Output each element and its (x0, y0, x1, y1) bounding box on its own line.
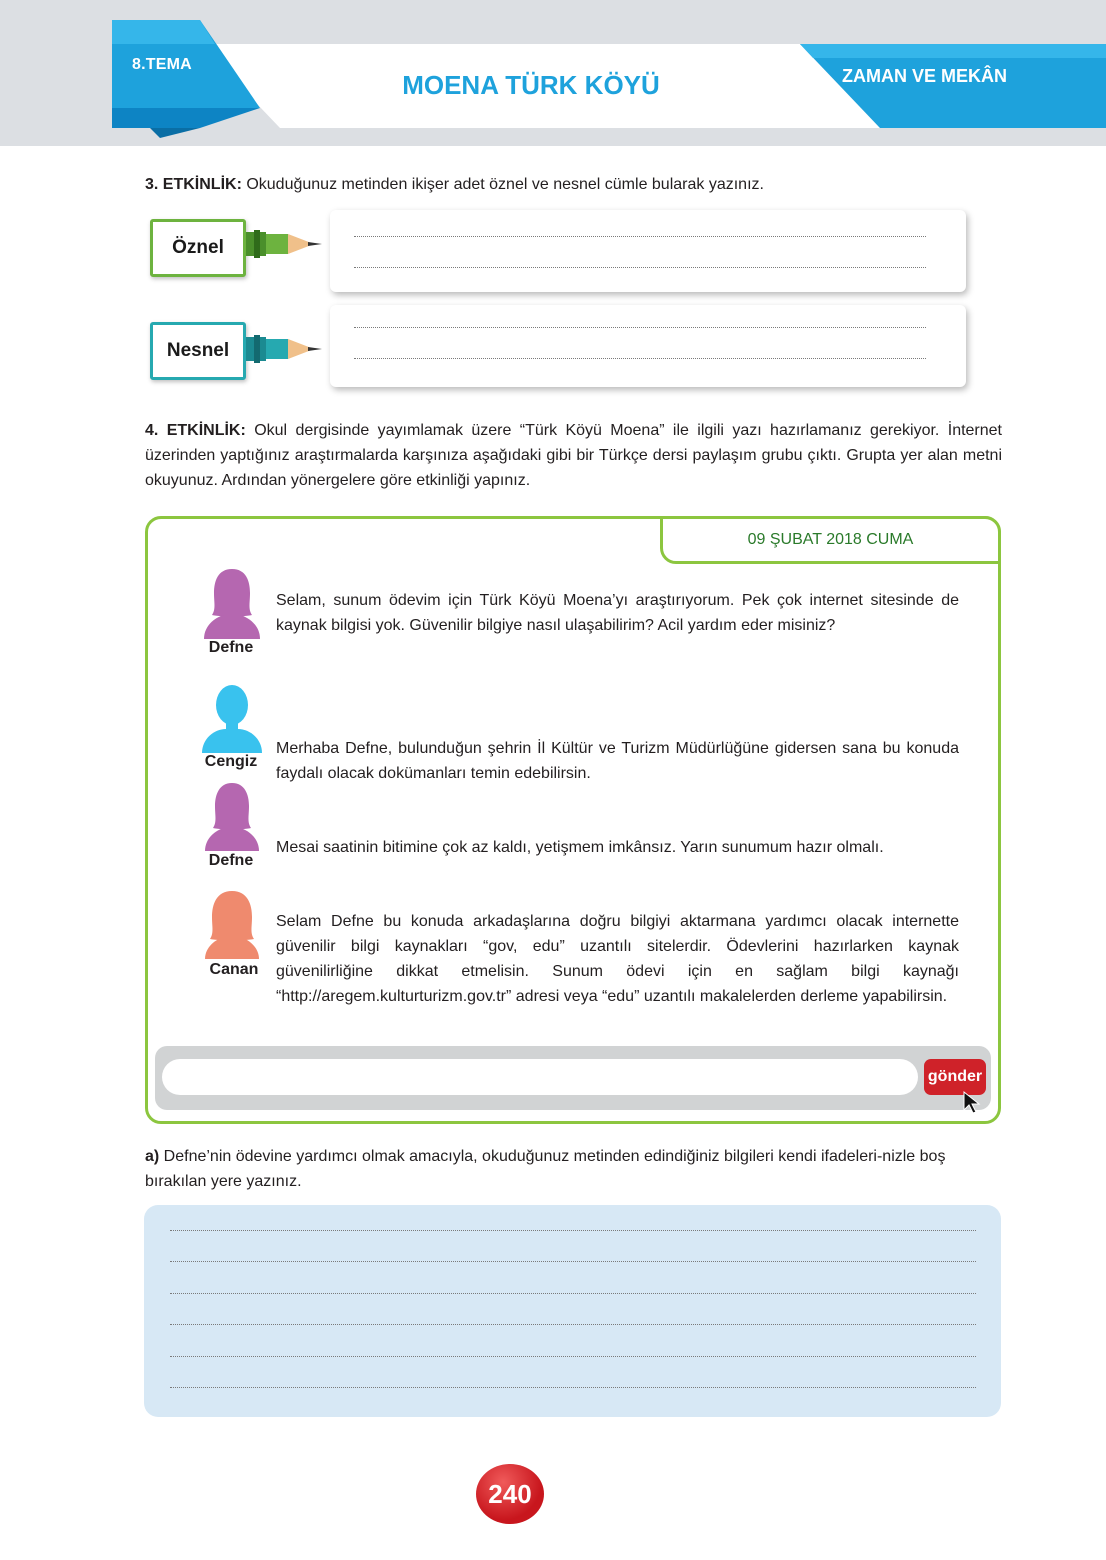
question-a-instruction (145, 1144, 1002, 1194)
answer-line (354, 358, 926, 359)
nesnel-label-box (150, 322, 246, 380)
nesnel-answer-paper[interactable] (330, 305, 966, 387)
send-button-label: gönder (927, 1068, 983, 1085)
author-name: Defne (208, 852, 254, 869)
author-name: Cengiz (204, 753, 258, 770)
pencil-teal-icon (244, 331, 326, 367)
message-input[interactable] (162, 1059, 918, 1095)
theme-ribbon-highlight (112, 20, 215, 44)
chat-date-text: 09 ŞUBAT 2018 CUMA (747, 531, 914, 548)
answer-line (170, 1356, 976, 1357)
answer-line (170, 1324, 976, 1325)
chat-date (660, 516, 1001, 564)
oznel-label: Öznel (172, 237, 224, 258)
page-number-text: 240 (488, 1478, 532, 1509)
activity4-instruction (145, 418, 1002, 493)
activity3-label: 3. ETKİNLİK: (145, 176, 242, 193)
answer-line (354, 327, 926, 328)
activity3-instruction (145, 172, 1005, 197)
activity4-text: Okul dergisinde yayımlamak üzere “Türk Köyü Moena” ile ilgili yazı hazırlamanız gerekiyor. İnternet üzerinden yaptığınız araştırmalarda karşınıza aşağıdaki gibi bir Türkçe dersi paylaşım grubu çıktı. Grupta yer alan metni okuyunuz. Ardından yönergelere göre etkinliği yapınız. (145, 422, 1003, 489)
avatar-defne-icon (200, 567, 264, 639)
theme-ribbon-fold (112, 108, 260, 128)
answer-line (170, 1261, 976, 1262)
chat-message: Selam, sunum ödevim için Türk Köyü Moena’yı araştırıyorum. Pek çok internet sitesinde de kaynak bilgisi yok. Güvenilir bilgiye nasıl ulaşabilirim? Acil yardım eder misiniz? (276, 592, 959, 634)
activity3-text: Okuduğunuz metinden ikişer adet öznel ve nesnel cümle bularak yazınız. (241, 176, 764, 193)
section-label: ZAMAN VE MEKÂN (842, 66, 1007, 86)
chat-message: Selam Defne bu konuda arkadaşlarına doğru bilgiyi aktarmana yardımcı olacak internette güvenilir bilgi kaynakları “gov, edu” uzantılı sitelerdir. Ödevlerini hazırlarken kaynak güvenilirliğine dikkat etmelisin. Sunum ödevi için en sağlam bilgi kaynağı “http://aregem.kulturturizm.gov.tr” adresi veya “edu” uzantılı makalelerden derleme yapabilirsin. (276, 913, 959, 1005)
author-name: Defne (208, 639, 254, 656)
avatar-cengiz-icon (200, 683, 264, 753)
oznel-answer-paper[interactable] (330, 210, 966, 292)
answer-line (354, 236, 926, 237)
question-a-text: Defne’nin ödevine yardımcı olmak amacıyla, okuduğunuz metinden edindiğiniz bilgileri kendi ifadeleri-nizle boş bırakılan yere yazınız. (145, 1148, 946, 1190)
answer-area[interactable] (144, 1205, 1001, 1417)
oznel-label-box (150, 219, 246, 277)
chat-message: Mesai saatinin bitimine çok az kaldı, yetişmem imkânsız. Yarın sunumum hazır olmalı. (276, 839, 884, 856)
chat-message: Merhaba Defne, bulunduğun şehrin İl Kültür ve Turizm Müdürlüğüne gidersen sana bu konuda faydalı olacak dokümanları temin edebilirsin. (276, 740, 959, 782)
page-title: MOENA TÜRK KÖYÜ (402, 70, 660, 100)
activity4-label: 4. ETKİNLİK: (145, 422, 246, 439)
nesnel-label: Nesnel (166, 340, 230, 361)
theme-ribbon-tail (150, 128, 200, 138)
question-a-label: a) (145, 1148, 160, 1165)
answer-line (170, 1230, 976, 1231)
answer-line (170, 1293, 976, 1294)
avatar-defne-icon (202, 781, 262, 851)
avatar-canan-icon (202, 889, 262, 959)
pencil-green-icon (244, 226, 326, 262)
cursor-arrow-icon (962, 1090, 982, 1114)
theme-label: 8.TEMA (132, 56, 192, 73)
page-number (476, 1464, 544, 1524)
author-name: Canan (209, 961, 259, 978)
answer-line (354, 267, 926, 268)
section-ribbon-highlight (800, 44, 1106, 58)
answer-line (170, 1387, 976, 1388)
